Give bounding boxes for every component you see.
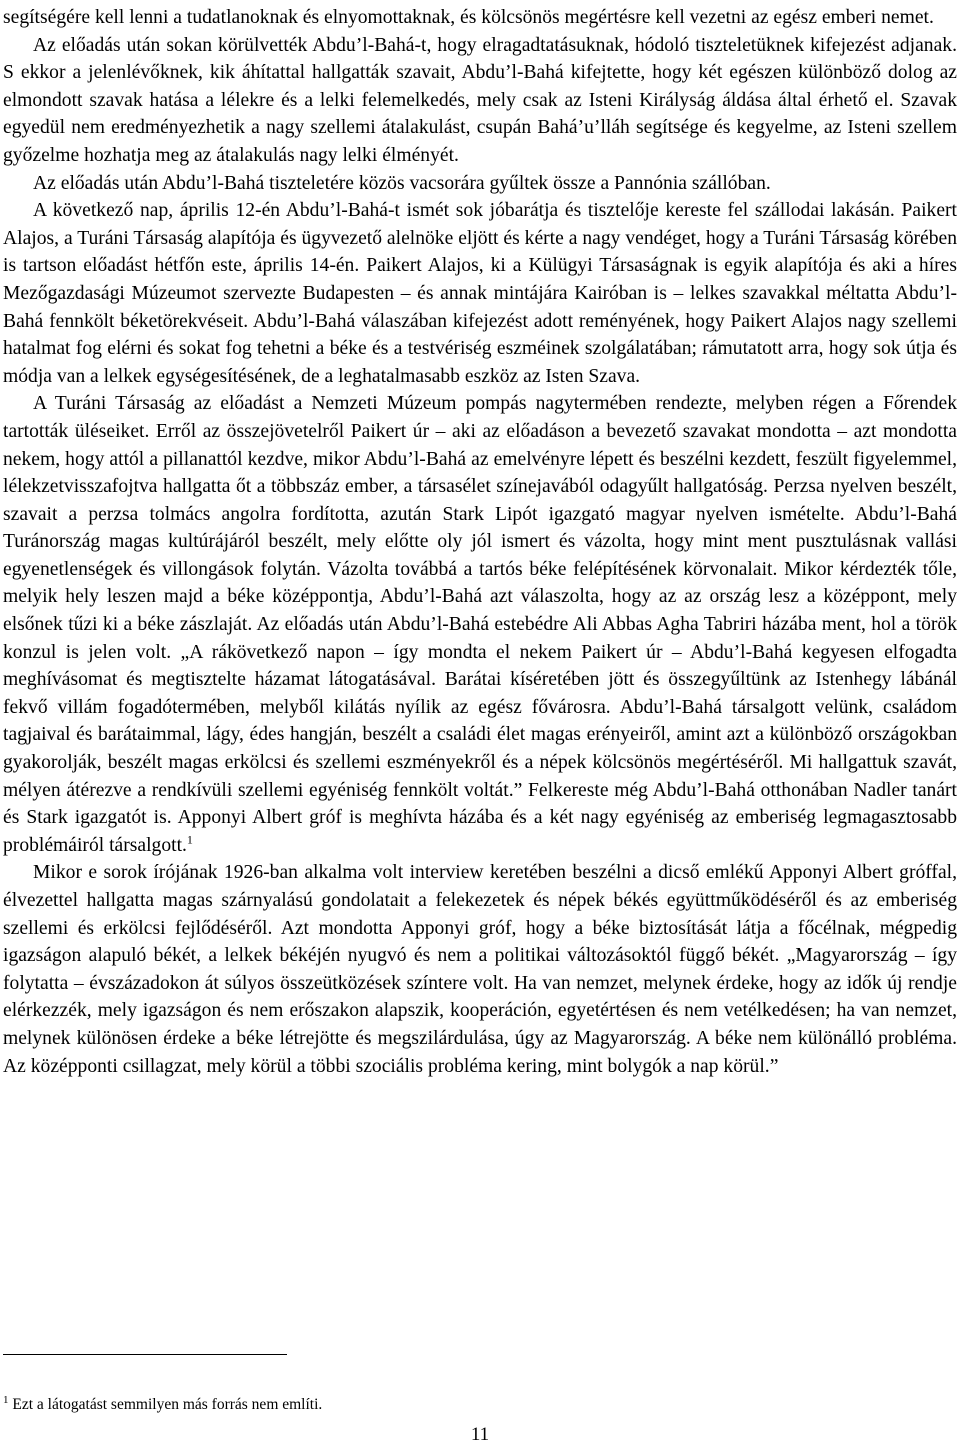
- paragraph-text: A Turáni Társaság az előadást a Nemzeti Múzeum pompás nagytermében rendezte, melyben régen a Főrendek tartották üléseiket. Erről az összejövetelről Paikert úr – aki az előadáson a bevezető szavakat mondotta – azt mondotta nekem, hogy attól a pillanattól kezdve, mikor Abdu’l-Bahá az emelvényre lépett és beszélni kezdett, feszült figyelemmel, lélekzetvisszafojtva hallgatta őt a többszáz ember, a társasélet színejavából odagyűlt hallgatóság. Perzsa nyelven beszélt, szavait a perzsa tolmács angolra fordította, azután Stark Lipót igazgató magyar nyelven ismételte. Abdu’l-Bahá Turánország magas kultúrájáról beszélt, mely előtte oly jól ismert és vázolta, hogy mint ment pusztulásnak vallási egyenetlenségek és villongások folytán. Vázolta továbbá a tartós béke felépítésének körvonalait. Mikor kérdezték tőle, melyik hely leszen majd a béke középpontja, Abdu’l-Bahá azt válaszolta, hogy az az ország lesz a középpont, mely elsőnek tűzi ki a béke zászlaját. Az előadás után Abdu’l-Bahá estebédre Ali Abbas Agha Tabriri házába ment, hol a török konzul is jelen volt. „A rákövetkező napon – így mondta el nekem Paikert úr – Abdu’l-Bahá kegyesen elfogadta meghívásomat és megtisztelte házamat látogatásával. Barátai kíséretében jött és összegyűltünk az Istenhegy lábánál fekvő villám fogadótermében, melyből kilátás nyílik az egész fővárosra. Abdu’l-Bahá társalgott velünk, családom tagjaival és barátaimmal, lágy, édes hangján, beszélt a családi élet magas erényeiről, amint azt a különböző országokban gyakorolják, beszélt magas erkölcsi és szellemi eszményekről és a népek kölcsönös megértéséről. Mi hallgattuk szavát, mélyen átérezve a rendkívüli szellemi egyéniség fennkölt voltát.” Felkereste még Abdu’l-Bahá otthonában Nadler tanárt és Stark igazgatót is. Apponyi Albert gróf is meghívta házába és a két nagy egyéniség az emberiség legmagasztosabb problémáiról társalgott.: [3, 393, 957, 856]
- footnote: [3, 1395, 943, 1415]
- paragraph-with-footnote-ref: [3, 390, 957, 859]
- page-number: 11: [470, 1424, 490, 1445]
- footnote-text: Ezt a látogatást semmilyen más forrás nem említi.: [12, 1396, 323, 1413]
- paragraph: segítségére kell lenni a tudatlanoknak és elnyomottaknak, és kölcsönös megértésre kell vezetni az egész emberi nemet.: [3, 7, 934, 28]
- footnote-separator: [3, 1354, 287, 1355]
- paragraph: Az előadás után Abdu’l-Bahá tiszteletére közös vacsorára gyűltek össze a Pannónia szállóban.: [33, 172, 771, 194]
- paragraph: A következő nap, április 12-én Abdu’l-Bahá-t ismét sok jóbarátja és tisztelője kereste fel szállodai lakásán. Paikert Alajos, a Turáni Társaság alapítója és ügyvezető alelnöke eljött és kérte a nagy vendéget, hogy a Turáni Társaság körében is tartson előadást hétfőn este, április 14-én. Paikert Alajos, ki a Külügyi Társaságnak is egyik alapítója és aki a híres Mezőgazdasági Múzeumot szervezte Budapesten – és annak mintájára Kairóban is – lelkes szavakkal méltatta Abdu’l-Bahá fennkölt béketörekvéseit. Abdu’l-Bahá válaszában kifejezést adott reményének, hogy Paikert Alajos nagy szellemi hatalmat fog elérni és sokat fog tehetni a béke és a testvériség eszméinek szolgálatában; rámutatott arra, hogy sok útja és módja van a lelkek egységesítésének, de a leghatalmasabb eszköz az Isten Szava.: [3, 200, 957, 387]
- document-body: [3, 4, 957, 1080]
- footnote-reference[interactable]: 1: [186, 832, 193, 847]
- paragraph: Az előadás után sokan körülvették Abdu’l-Bahá-t, hogy elragadtatásuknak, hódoló tiszteletüknek kifejezést adjanak. S ekkor a jelenlévőknek, kik áhítattal hallgatták szavait, Abdu’l-Bahá kifejtette, hogy két egészen különböző dolog az elmondott szavak hatása a lélekre és a lelki felemelkedés, mely csak az Isteni Királyság áldása által érhető el. Szavak egyedül nem eredményezhetik a nagy szellemi átalakulást, csupán Bahá’u’lláh segítsége és kegyelme, az Isteni szellem győzelme hozhatja meg az átalakulás nagy lelki élményét.: [3, 34, 957, 166]
- paragraph: Mikor e sorok írójának 1926-ban alkalma volt interview keretében beszélni a dicső emlékű Apponyi Albert gróffal, élvezettel hallgatta magas szárnyalású gondolatait a felekezetek és népek békés együttműködéséről és az emberiség szellemi és erkölcsi fejlődéséről. Azt mondotta Apponyi gróf, hogy a béke biztosítását látja a főcélnak, mégpedig igazságon alapuló békét, a lelkek békéjén nyugvó és nem a politikai változásoktól függő békét. „Magyarország – így folytatta – évszázadokon át súlyos összeütközések színtere volt. Ha van nemzet, melynek érdeke, hogy az idők új rendje elérkezzék, mely igazságon és nem erőszakon alapszik, kooperáción, egyetértésen és nem vetélkedésen; ha van nemzet, melynek különösen érdeke a béke létrejötte és megszilárdulása, úgy az Magyarország. A béke nem különálló probléma. Az középponti csillagzat, mely körül a többi szociális probléma kering, mint bolygók a nap körül.”: [3, 862, 957, 1077]
- footnote-marker: 1: [3, 1393, 9, 1406]
